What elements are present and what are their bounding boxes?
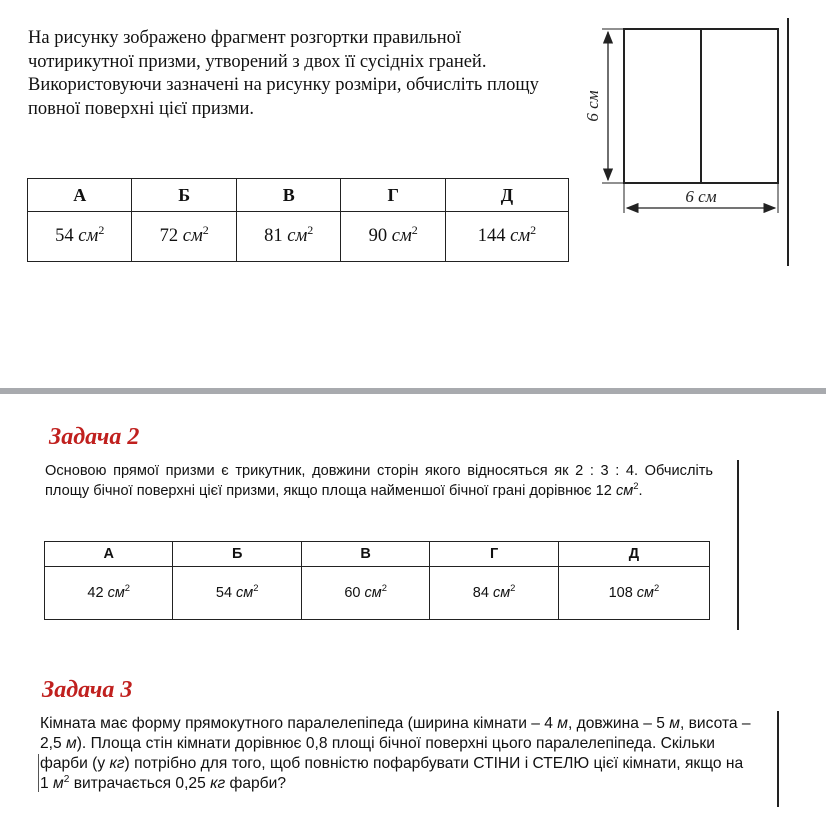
task2-header-row — [45, 542, 710, 567]
width-label: 6 см — [685, 187, 717, 206]
task2-title: Задача 2 — [49, 424, 140, 450]
task1-text: На рисунку зображено фрагмент розгортки правильної чотирикутної призми, утворений з двох її сусідніх граней. Використовуючи зазначені на рисунку розміри, обчисліть площу повної поверхні цієї призми. — [28, 28, 539, 119]
task2-option-a: 42 $см^2$ — [45, 567, 173, 620]
task1-option-a: 54 $см^2$ — [28, 212, 132, 262]
task1-header-d: Г — [341, 179, 445, 212]
task1-header-row — [28, 179, 569, 212]
task2-header-d: Г — [430, 542, 558, 567]
task3-title: Задача 3 — [42, 677, 133, 703]
task1-header-a: А — [28, 179, 132, 212]
task1-header-b: Б — [132, 179, 236, 212]
section-separator — [0, 388, 826, 394]
task2-header-b: Б — [173, 542, 301, 567]
task3-left-mark — [38, 754, 39, 792]
task2-header-a: А — [45, 542, 173, 567]
task1-option-e: 144 $см^2$ — [445, 212, 568, 262]
task2-header-c: В — [301, 542, 429, 567]
task1-right-rule — [787, 18, 789, 266]
task1-answer-table — [27, 178, 569, 262]
height-label: 6 см — [583, 90, 602, 122]
task2-option-c: 60 $см^2$ — [301, 567, 429, 620]
task2-value-row — [45, 567, 710, 620]
task1-header-e: Д — [445, 179, 568, 212]
task1-option-b: 72 $см^2$ — [132, 212, 236, 262]
task2-option-b: 54 $см^2$ — [173, 567, 301, 620]
net-face-right — [701, 29, 778, 183]
task2-option-e: 108 $см^2$ — [558, 567, 709, 620]
task1-option-c: 81 $см^2$ — [236, 212, 340, 262]
task2-answer-table — [44, 541, 710, 620]
net-face-left — [624, 29, 701, 183]
task2-right-rule — [737, 460, 739, 630]
task2-header-e: Д — [558, 542, 709, 567]
task1-option-d: 90 $см^2$ — [341, 212, 445, 262]
task1-value-row — [28, 212, 569, 262]
task3-text: Кімната має форму прямокутного паралелепіпеда (ширина кімнати – 4 м, довжина – 5 м, висота – 2,5 м). Площа стін кімнати дорівнює 0,8 площі бічної поверхні цього паралелепіпеда. Скільки фарби (у кг) потрібно для того, щоб повністю пофарбувати СТІНИ і СТЕЛЮ цієї кімнати, якщо на 1 $м^2$ витрачається 0,25 кг фарби? — [40, 715, 751, 792]
prism-net-figure — [580, 20, 795, 220]
task2-option-d: 84 $см^2$ — [430, 567, 558, 620]
task1-header-c: В — [236, 179, 340, 212]
task3-right-rule — [777, 711, 779, 807]
task2-text: Основою прямої призми є трикутник, довжини сторін якого відносяться як 2 : 3 : 4. Обчисліть площу бічної поверхні цієї призми, якщо площа найменшої бічної грані дорівнює 12 $см^2$. — [45, 463, 713, 499]
